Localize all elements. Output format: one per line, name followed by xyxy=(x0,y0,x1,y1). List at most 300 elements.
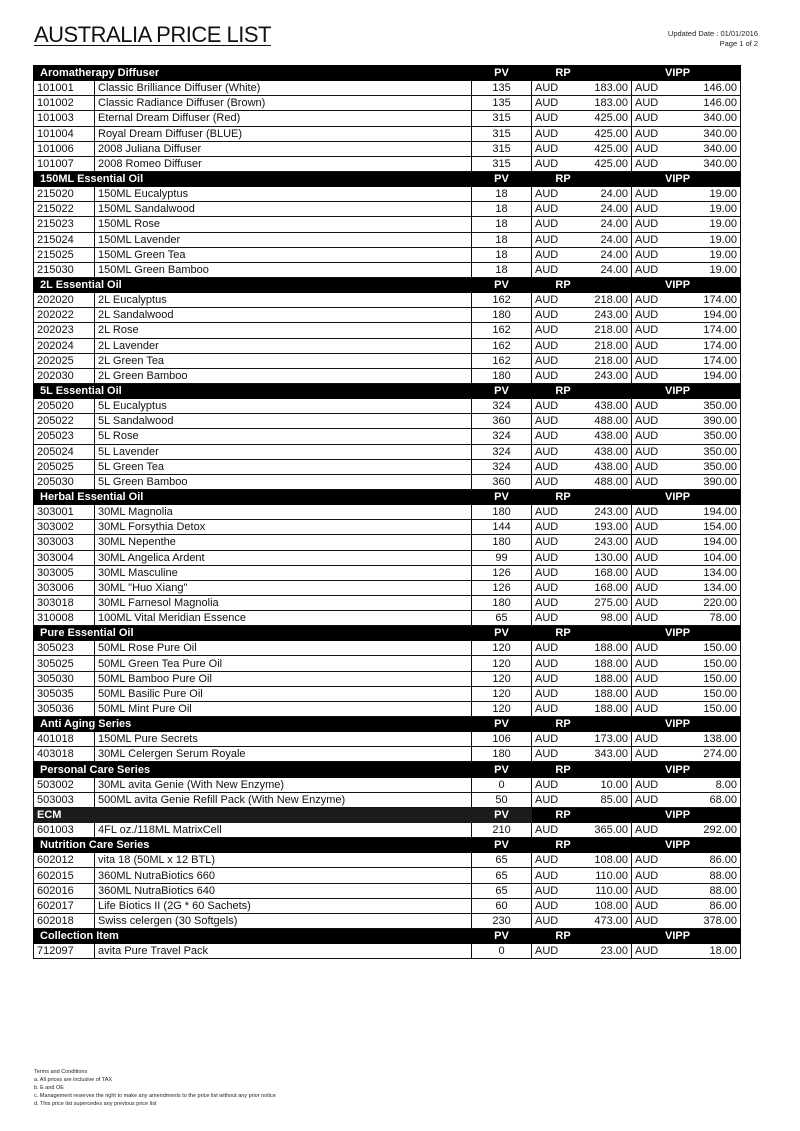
rp-value: 425.00 xyxy=(574,156,632,171)
vipp-currency: AUD xyxy=(632,187,674,202)
vipp-currency: AUD xyxy=(632,792,674,807)
product-name: 50ML Rose Pure Oil xyxy=(95,641,472,656)
table-row xyxy=(34,156,741,171)
table-row xyxy=(34,792,741,807)
table-row xyxy=(34,429,741,444)
product-code: 305025 xyxy=(34,656,95,671)
rp-value: 108.00 xyxy=(574,898,632,913)
product-name: 30ML Farnesol Magnolia xyxy=(95,595,472,610)
pv-value: 0 xyxy=(472,777,532,792)
table-row xyxy=(34,96,741,111)
rp-currency: AUD xyxy=(532,535,574,550)
rp-value: 425.00 xyxy=(574,111,632,126)
product-code: 205023 xyxy=(34,429,95,444)
vipp-header: VIPP xyxy=(632,383,741,398)
rp-value: 243.00 xyxy=(574,505,632,520)
vipp-currency: AUD xyxy=(632,353,674,368)
vipp-value: 19.00 xyxy=(674,262,741,277)
section-title: Personal Care Series xyxy=(34,762,472,777)
table-row xyxy=(34,656,741,671)
vipp-currency: AUD xyxy=(632,611,674,626)
vipp-value: 68.00 xyxy=(674,792,741,807)
rp-value: 173.00 xyxy=(574,732,632,747)
product-name: 2L Rose xyxy=(95,323,472,338)
pv-value: 324 xyxy=(472,429,532,444)
product-code: 215030 xyxy=(34,262,95,277)
pv-value: 360 xyxy=(472,414,532,429)
vipp-currency: AUD xyxy=(632,338,674,353)
pv-value: 135 xyxy=(472,81,532,96)
product-name: Classic Radiance Diffuser (Brown) xyxy=(95,96,472,111)
rp-value: 24.00 xyxy=(574,232,632,247)
rp-value: 343.00 xyxy=(574,747,632,762)
table-row xyxy=(34,293,741,308)
table-row xyxy=(34,944,741,959)
rp-value: 24.00 xyxy=(574,217,632,232)
product-name: 500ML avita Genie Refill Pack (With New Enzyme) xyxy=(95,792,472,807)
vipp-value: 390.00 xyxy=(674,474,741,489)
vipp-value: 78.00 xyxy=(674,611,741,626)
pv-header: PV xyxy=(472,66,532,81)
product-code: 215024 xyxy=(34,232,95,247)
product-name: 5L Eucalyptus xyxy=(95,399,472,414)
section-title: Herbal Essential Oil xyxy=(34,489,472,504)
vipp-currency: AUD xyxy=(632,701,674,716)
pv-value: 120 xyxy=(472,686,532,701)
vipp-value: 350.00 xyxy=(674,444,741,459)
product-name: Classic Brilliance Diffuser (White) xyxy=(95,81,472,96)
rp-value: 110.00 xyxy=(574,868,632,883)
vipp-currency: AUD xyxy=(632,747,674,762)
section-title: ECM xyxy=(34,807,472,822)
vipp-value: 292.00 xyxy=(674,823,741,838)
vipp-currency: AUD xyxy=(632,505,674,520)
pv-value: 0 xyxy=(472,944,532,959)
rp-value: 24.00 xyxy=(574,262,632,277)
section-title: 150ML Essential Oil xyxy=(34,171,472,186)
table-row xyxy=(34,111,741,126)
vipp-value: 86.00 xyxy=(674,853,741,868)
section-header xyxy=(34,489,741,504)
vipp-value: 8.00 xyxy=(674,777,741,792)
rp-header: RP xyxy=(532,66,632,81)
pv-header: PV xyxy=(472,807,532,822)
vipp-value: 134.00 xyxy=(674,580,741,595)
table-row xyxy=(34,338,741,353)
product-code: 303006 xyxy=(34,580,95,595)
vipp-currency: AUD xyxy=(632,580,674,595)
rp-currency: AUD xyxy=(532,595,574,610)
document-meta xyxy=(668,29,758,49)
rp-header: RP xyxy=(532,383,632,398)
section-title: Nutrition Care Series xyxy=(34,838,472,853)
vipp-value: 19.00 xyxy=(674,187,741,202)
table-row xyxy=(34,868,741,883)
rp-currency: AUD xyxy=(532,792,574,807)
rp-currency: AUD xyxy=(532,823,574,838)
vipp-header: VIPP xyxy=(632,717,741,732)
product-name: 150ML Pure Secrets xyxy=(95,732,472,747)
vipp-currency: AUD xyxy=(632,459,674,474)
terms-line: c. Management reserves the right to make any amendments to the price list without any prior notice xyxy=(34,1093,276,1099)
product-code: 205024 xyxy=(34,444,95,459)
product-name: 30ML "Huo Xiang" xyxy=(95,580,472,595)
product-code: 602016 xyxy=(34,883,95,898)
vipp-value: 350.00 xyxy=(674,399,741,414)
rp-value: 218.00 xyxy=(574,293,632,308)
product-name: 150ML Rose xyxy=(95,217,472,232)
vipp-currency: AUD xyxy=(632,868,674,883)
table-row xyxy=(34,550,741,565)
rp-currency: AUD xyxy=(532,232,574,247)
rp-currency: AUD xyxy=(532,656,574,671)
product-code: 305023 xyxy=(34,641,95,656)
rp-value: 365.00 xyxy=(574,823,632,838)
vipp-value: 350.00 xyxy=(674,429,741,444)
table-row xyxy=(34,883,741,898)
vipp-value: 154.00 xyxy=(674,520,741,535)
vipp-currency: AUD xyxy=(632,217,674,232)
rp-currency: AUD xyxy=(532,368,574,383)
product-name: 150ML Green Tea xyxy=(95,247,472,262)
rp-header: RP xyxy=(532,626,632,641)
terms-title: Terms and Conditions xyxy=(34,1069,88,1075)
vipp-value: 340.00 xyxy=(674,156,741,171)
product-code: 202024 xyxy=(34,338,95,353)
table-row xyxy=(34,913,741,928)
vipp-value: 174.00 xyxy=(674,323,741,338)
rp-currency: AUD xyxy=(532,580,574,595)
table-row xyxy=(34,823,741,838)
vipp-currency: AUD xyxy=(632,232,674,247)
section-title: Pure Essential Oil xyxy=(34,626,472,641)
rp-currency: AUD xyxy=(532,777,574,792)
pv-value: 162 xyxy=(472,353,532,368)
pv-value: 144 xyxy=(472,520,532,535)
rp-value: 218.00 xyxy=(574,323,632,338)
pv-value: 324 xyxy=(472,399,532,414)
pv-value: 162 xyxy=(472,323,532,338)
product-name: 30ML Nepenthe xyxy=(95,535,472,550)
vipp-currency: AUD xyxy=(632,913,674,928)
rp-value: 188.00 xyxy=(574,656,632,671)
vipp-value: 19.00 xyxy=(674,217,741,232)
product-code: 202023 xyxy=(34,323,95,338)
rp-header: RP xyxy=(532,838,632,853)
section-header xyxy=(34,277,741,292)
vipp-value: 19.00 xyxy=(674,202,741,217)
pv-value: 106 xyxy=(472,732,532,747)
product-name: 30ML Angelica Ardent xyxy=(95,550,472,565)
pv-value: 180 xyxy=(472,535,532,550)
product-name: Swiss celergen (30 Softgels) xyxy=(95,913,472,928)
product-name: 2L Lavender xyxy=(95,338,472,353)
pv-value: 18 xyxy=(472,232,532,247)
rp-value: 218.00 xyxy=(574,338,632,353)
rp-header: RP xyxy=(532,489,632,504)
vipp-header: VIPP xyxy=(632,929,741,944)
vipp-currency: AUD xyxy=(632,293,674,308)
pv-value: 99 xyxy=(472,550,532,565)
table-row xyxy=(34,232,741,247)
product-code: 205025 xyxy=(34,459,95,474)
vipp-currency: AUD xyxy=(632,641,674,656)
section-header xyxy=(34,383,741,398)
product-name: 30ML Magnolia xyxy=(95,505,472,520)
product-code: 602017 xyxy=(34,898,95,913)
pv-header: PV xyxy=(472,762,532,777)
vipp-value: 220.00 xyxy=(674,595,741,610)
vipp-currency: AUD xyxy=(632,520,674,535)
rp-value: 425.00 xyxy=(574,141,632,156)
rp-value: 168.00 xyxy=(574,565,632,580)
rp-currency: AUD xyxy=(532,202,574,217)
pv-value: 135 xyxy=(472,96,532,111)
table-row xyxy=(34,187,741,202)
pv-header: PV xyxy=(472,626,532,641)
product-name: 4FL oz./118ML MatrixCell xyxy=(95,823,472,838)
product-name: Eternal Dream Diffuser (Red) xyxy=(95,111,472,126)
pv-header: PV xyxy=(472,717,532,732)
pv-value: 315 xyxy=(472,156,532,171)
rp-value: 425.00 xyxy=(574,126,632,141)
vipp-currency: AUD xyxy=(632,96,674,111)
rp-currency: AUD xyxy=(532,414,574,429)
product-code: 202025 xyxy=(34,353,95,368)
rp-value: 188.00 xyxy=(574,701,632,716)
terms-line: b. E and OE xyxy=(34,1085,64,1091)
rp-value: 24.00 xyxy=(574,247,632,262)
product-code: 101006 xyxy=(34,141,95,156)
product-name: 5L Green Tea xyxy=(95,459,472,474)
rp-currency: AUD xyxy=(532,323,574,338)
product-name: 30ML Forsythia Detox xyxy=(95,520,472,535)
rp-currency: AUD xyxy=(532,701,574,716)
vipp-value: 350.00 xyxy=(674,459,741,474)
vipp-currency: AUD xyxy=(632,399,674,414)
table-row xyxy=(34,444,741,459)
product-name: vita 18 (50ML x 12 BTL) xyxy=(95,853,472,868)
vipp-value: 378.00 xyxy=(674,913,741,928)
rp-currency: AUD xyxy=(532,505,574,520)
rp-currency: AUD xyxy=(532,217,574,232)
vipp-value: 194.00 xyxy=(674,368,741,383)
rp-value: 488.00 xyxy=(574,414,632,429)
table-row xyxy=(34,671,741,686)
vipp-value: 150.00 xyxy=(674,686,741,701)
product-code: 101001 xyxy=(34,81,95,96)
pv-value: 324 xyxy=(472,444,532,459)
page-title: AUSTRALIA PRICE LIST xyxy=(34,22,271,47)
rp-currency: AUD xyxy=(532,913,574,928)
table-row xyxy=(34,777,741,792)
section-header xyxy=(34,717,741,732)
vipp-value: 18.00 xyxy=(674,944,741,959)
vipp-currency: AUD xyxy=(632,883,674,898)
table-row xyxy=(34,262,741,277)
pv-value: 18 xyxy=(472,187,532,202)
vipp-value: 340.00 xyxy=(674,111,741,126)
pv-value: 126 xyxy=(472,580,532,595)
rp-value: 110.00 xyxy=(574,883,632,898)
vipp-value: 86.00 xyxy=(674,898,741,913)
table-row xyxy=(34,399,741,414)
rp-header: RP xyxy=(532,277,632,292)
rp-currency: AUD xyxy=(532,111,574,126)
section-header xyxy=(34,807,741,822)
table-row xyxy=(34,474,741,489)
table-row xyxy=(34,202,741,217)
vipp-currency: AUD xyxy=(632,898,674,913)
product-name: 150ML Lavender xyxy=(95,232,472,247)
product-code: 202020 xyxy=(34,293,95,308)
rp-currency: AUD xyxy=(532,429,574,444)
pv-value: 120 xyxy=(472,656,532,671)
table-row xyxy=(34,595,741,610)
product-code: 303004 xyxy=(34,550,95,565)
rp-header: RP xyxy=(532,171,632,186)
product-code: 303018 xyxy=(34,595,95,610)
product-code: 503002 xyxy=(34,777,95,792)
vipp-value: 150.00 xyxy=(674,701,741,716)
pv-value: 180 xyxy=(472,595,532,610)
rp-value: 183.00 xyxy=(574,81,632,96)
section-header xyxy=(34,838,741,853)
vipp-value: 19.00 xyxy=(674,232,741,247)
table-row xyxy=(34,81,741,96)
table-row xyxy=(34,565,741,580)
pv-value: 210 xyxy=(472,823,532,838)
vipp-currency: AUD xyxy=(632,474,674,489)
product-name: 100ML Vital Meridian Essence xyxy=(95,611,472,626)
rp-currency: AUD xyxy=(532,247,574,262)
section-header xyxy=(34,66,741,81)
rp-currency: AUD xyxy=(532,262,574,277)
rp-value: 488.00 xyxy=(574,474,632,489)
table-row xyxy=(34,414,741,429)
product-name: 2008 Romeo Diffuser xyxy=(95,156,472,171)
vipp-header: VIPP xyxy=(632,626,741,641)
product-code: 303001 xyxy=(34,505,95,520)
pv-value: 180 xyxy=(472,747,532,762)
product-name: 5L Lavender xyxy=(95,444,472,459)
rp-currency: AUD xyxy=(532,353,574,368)
vipp-value: 174.00 xyxy=(674,338,741,353)
rp-currency: AUD xyxy=(532,898,574,913)
product-code: 101004 xyxy=(34,126,95,141)
product-code: 101007 xyxy=(34,156,95,171)
vipp-currency: AUD xyxy=(632,732,674,747)
vipp-currency: AUD xyxy=(632,368,674,383)
pv-value: 18 xyxy=(472,217,532,232)
product-name: 30ML Masculine xyxy=(95,565,472,580)
table-row xyxy=(34,126,741,141)
vipp-currency: AUD xyxy=(632,262,674,277)
rp-currency: AUD xyxy=(532,338,574,353)
product-code: 305030 xyxy=(34,671,95,686)
rp-value: 130.00 xyxy=(574,550,632,565)
table-row xyxy=(34,459,741,474)
product-name: 2008 Juliana Diffuser xyxy=(95,141,472,156)
pv-value: 162 xyxy=(472,293,532,308)
rp-value: 438.00 xyxy=(574,459,632,474)
product-name: 50ML Basilic Pure Oil xyxy=(95,686,472,701)
pv-value: 60 xyxy=(472,898,532,913)
section-header xyxy=(34,171,741,186)
rp-value: 188.00 xyxy=(574,686,632,701)
table-row xyxy=(34,686,741,701)
product-name: Royal Dream Diffuser (BLUE) xyxy=(95,126,472,141)
product-code: 503003 xyxy=(34,792,95,807)
product-code: 712097 xyxy=(34,944,95,959)
table-row xyxy=(34,141,741,156)
vipp-value: 104.00 xyxy=(674,550,741,565)
product-code: 202022 xyxy=(34,308,95,323)
product-code: 305036 xyxy=(34,701,95,716)
vipp-currency: AUD xyxy=(632,156,674,171)
vipp-header: VIPP xyxy=(632,489,741,504)
product-code: 215025 xyxy=(34,247,95,262)
pv-value: 126 xyxy=(472,565,532,580)
product-name: 150ML Eucalyptus xyxy=(95,187,472,202)
product-code: 202030 xyxy=(34,368,95,383)
product-code: 601003 xyxy=(34,823,95,838)
pv-header: PV xyxy=(472,838,532,853)
product-code: 205022 xyxy=(34,414,95,429)
vipp-currency: AUD xyxy=(632,111,674,126)
product-code: 602015 xyxy=(34,868,95,883)
vipp-header: VIPP xyxy=(632,66,741,81)
rp-currency: AUD xyxy=(532,641,574,656)
rp-header: RP xyxy=(532,929,632,944)
rp-value: 98.00 xyxy=(574,611,632,626)
pv-header: PV xyxy=(472,277,532,292)
rp-currency: AUD xyxy=(532,474,574,489)
rp-value: 473.00 xyxy=(574,913,632,928)
pv-header: PV xyxy=(472,383,532,398)
vipp-currency: AUD xyxy=(632,429,674,444)
rp-currency: AUD xyxy=(532,141,574,156)
terms-and-conditions xyxy=(34,1068,276,1108)
rp-value: 188.00 xyxy=(574,641,632,656)
pv-value: 315 xyxy=(472,126,532,141)
rp-header: RP xyxy=(532,717,632,732)
rp-value: 24.00 xyxy=(574,202,632,217)
product-name: 30ML avita Genie (With New Enzyme) xyxy=(95,777,472,792)
vipp-currency: AUD xyxy=(632,308,674,323)
table-row xyxy=(34,701,741,716)
section-title: 5L Essential Oil xyxy=(34,383,472,398)
pv-value: 18 xyxy=(472,202,532,217)
vipp-header: VIPP xyxy=(632,277,741,292)
vipp-currency: AUD xyxy=(632,550,674,565)
vipp-value: 150.00 xyxy=(674,641,741,656)
page-number: Page 1 of 2 xyxy=(719,39,758,48)
product-code: 205020 xyxy=(34,399,95,414)
vipp-value: 88.00 xyxy=(674,868,741,883)
product-code: 101003 xyxy=(34,111,95,126)
pv-value: 18 xyxy=(472,247,532,262)
rp-value: 10.00 xyxy=(574,777,632,792)
rp-currency: AUD xyxy=(532,883,574,898)
vipp-value: 174.00 xyxy=(674,293,741,308)
vipp-value: 194.00 xyxy=(674,535,741,550)
vipp-currency: AUD xyxy=(632,323,674,338)
section-header xyxy=(34,626,741,641)
pv-value: 120 xyxy=(472,671,532,686)
rp-currency: AUD xyxy=(532,293,574,308)
rp-currency: AUD xyxy=(532,459,574,474)
